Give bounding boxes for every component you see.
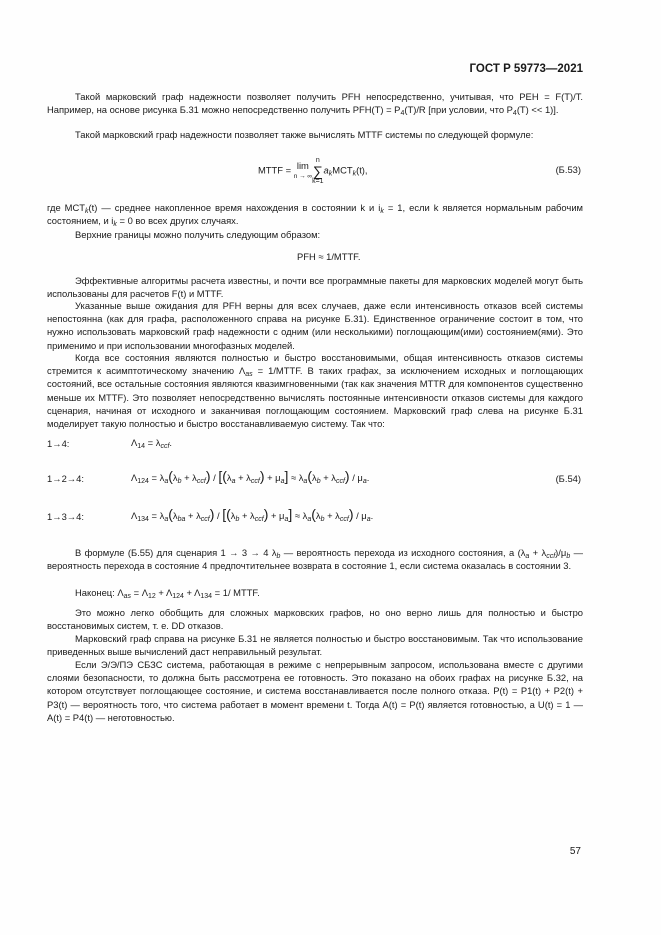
paragraph-repairable: Когда все состояния являются полностью и быстро восстановимыми, общая интенсивность отказов системы стремится к асимптотическому значению $\Lambda_{as}$ = 1/MTTF. В таких графах, за исключением исходных и поглощающих состояний, все остальные состояния являются квазимгновенными (так как значения MTTR для компонентов существенно меньше их MTTF). Это позволяет непосредственно вычислять постоянные интенсивности отказов системы для каждого сценария, начиная от исходного и заканчивая поглощающим состоянием. Марковский граф слева на рисунке Б.31 моделирует такую полностью и быстро восстанавливаемую систему. Так что: [47,352,584,430]
equation-b53: MTTF = lim n → ∞n ∑ $k=1a_kMCT_k(t)$, [258,157,368,185]
paragraph-generalize: Это можно легко обобщить для сложных марковских графов, но оно верно лишь для полностью и быстро восстановимых систем, т. е. DD отказов. [47,607,583,632]
scenario-label-1-2-4: 1→2→4: [47,473,84,484]
paragraph-finally: Наконец: $\Lambda_{as} = \Lambda_{12} + \Lambda_{124} + \Lambda_{134} = 1/$ MTTF. [75,587,260,600]
equation-scenario-1-3-4: $\Lambda_{134} = \lambda_a(\lambda_{ba} + \lambda_{ccf}) / [(\lambda_b + \lambda_{ccf}) + \mu_a] \approx \lambda_a(\lambda_b + \lambda_{ccf}) / \mu_a$. [131,506,374,523]
equation-pfh: PFH ≈ 1/MTTF. [297,251,361,262]
paragraph-mct-definition: где $MCT_k(t)$ — среднее накопленное время нахождения в состоянии k и $i_k = 1$, если k является нормальным рабочим состоянием, и $i_k = 0$ во всех других случаях. [47,202,584,229]
document-header-code: ГОСТ Р 59773—2021 [469,63,583,75]
scenario-label-1-4: 1→4: [47,438,70,449]
paragraph-pfh-expectations: Указанные выше ожидания для PFH верны для всех случаев, даже если интенсивность отказов всей системы непостоянна (как для графа, расположенного справа на рисунке Б.31). Единственное ограничение состоит в том, что нужно использовать марковский граф надежности с одним (или несколькими) поглощающим(ими) состоянием(ями). Это применимо и при использовании многофазных моделей. [47,300,583,351]
paragraph-upper-bounds: Верхние границы можно получить следующим образом: [75,229,321,240]
scenario-label-1-3-4: 1→3→4: [47,511,84,522]
equation-number-b54: (Б.54) [555,473,581,484]
paragraph-formula-b55: В формуле (Б.55) для сценария 1 → 3 → 4 $\lambda_b$ — вероятность перехода из исходного состояния, а $(\lambda_a + \lambda_{ccf})/\mu_b$ — вероятность перехода в состояние 4 предпочтительнее возврата в состояние 1, если система оказалась в состоянии 3. [47,547,583,572]
equation-number-b53: (Б.53) [555,164,581,175]
paragraph-pfh-direct: Такой марковский граф надежности позволяет получить PFH непосредственно, учитывая, что PEH = F(T)/T. Например, на основе рисунка Б.31 можно непосредственно получить $PFH(T) = P_4(T)/R$ [при условии, что $P_4(T) << 1$)]. [47,91,583,118]
paragraph-algorithms: Эффективные алгоритмы расчета известны, и почти все программные пакеты для марковских моделей могут быть использованы для расчетов F(t) и MTTF. [47,275,583,300]
paragraph-availability: Если Э/Э/ПЭ СБЗС система, работающая в режиме с непрерывным запросом, использована вместе с другими слоями безопасности, то должна быть рассмотрена ее готовность. Это показано на обоих графах на рисунке Б.32, на котором отсутствует поглощающее состояние, и система восстанавливается после полного отказа. P(t) = P1(t) + P2(t) + P3(t) — вероятность того, что система работает в момент времени t. Тогда A(t) = P(t) является готовностью, а U(t) = 1 — A(t) = P4(t) — неготовностью. [47,659,583,723]
page-number: 57 [569,846,581,857]
paragraph-right-graph: Марковский граф справа на рисунке Б.31 не является полностью и быстро восстановимым. Так что использование приведенных выше вычислений даст неправильный результат. [47,633,583,658]
equation-scenario-1-4: $\Lambda_{14} = \lambda_{ccf}$. [131,437,172,450]
equation-scenario-1-2-4: $\Lambda_{124} = \lambda_a(\lambda_b + \lambda_{ccf}) / [(\lambda_a + \lambda_{ccf}) + \mu_a] \approx \lambda_a(\lambda_b + \lambda_{ccf}) / \mu_a$. [131,468,370,485]
paragraph-mttf-intro: Такой марковский граф надежности позволяет также вычислять MTTF системы по следующей формуле: [75,129,534,140]
